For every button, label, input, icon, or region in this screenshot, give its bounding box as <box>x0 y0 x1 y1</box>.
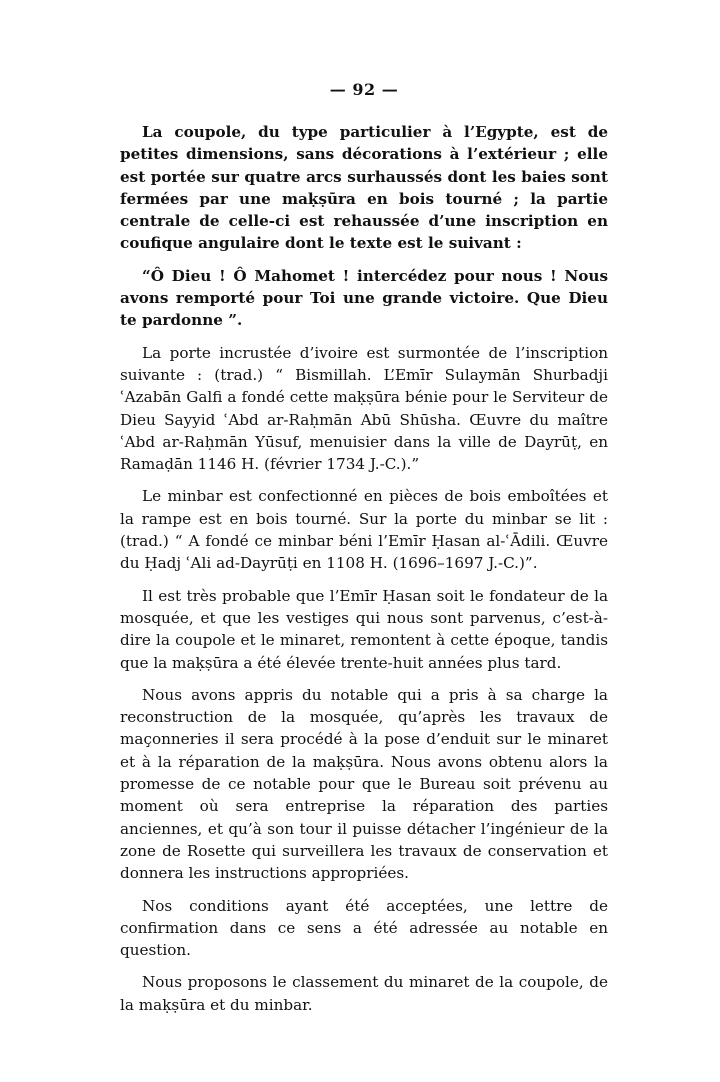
paragraph-fondateur: Il est très probable que l’Emīr Ḥasan soit le fondateur de la mosquée, et que les vestiges qui nous sont parvenus, c’est-à-dire la coupole et le minaret, remontent à cette époque, tandis que la maḳṣūra a été élevée trente-huit années plus tard. <box>120 586 608 672</box>
paragraph-porte: La porte incrustée d’ivoire est surmontée de l’inscription suivante : (trad.) “ Bismillah. L’Emīr Sulaymān Shurbadji ʿAzabān Galfi a fondé cette maḳṣūra bénie pour le Serviteur de Dieu Sayyid ʿAbd ar-Raḥmān Abū Shūsha. Œuvre du maître ʿAbd ar-Raḥmān Yūsuf, menuisier dans la ville de Dayrūṭ, en Ramaḍān 1146 H. (février 1734 J.-C.).” <box>120 343 608 474</box>
page-body <box>120 80 608 1026</box>
page-number: — 92 — <box>329 80 399 99</box>
paragraph-classement: Nous proposons le classement du minaret de la coupole, de la maḳṣūra et du minbar. <box>120 973 608 1014</box>
paragraph-conditions: Nos conditions ayant été acceptées, une lettre de confirmation dans ce sens a été adressée au notable en question. <box>120 896 608 960</box>
paragraph-inscription-quote: “Ô Dieu ! Ô Mahomet ! intercédez pour nous ! Nous avons remporté pour Toi une grande victoire. Que Dieu te pardonne ”. <box>120 266 608 330</box>
paragraph-coupole: La coupole, du type particulier à l’Egypte, est de petites dimensions, sans décorations à l’extérieur ; elle est portée sur quatre arcs surhaussés dont les baies sont fermées par une maḳṣūra en bois tourné ; la partie centrale de celle-ci est rehaussée d’une inscription en coufique angulaire dont le texte est le suivant : <box>120 123 608 253</box>
paragraph-reconstruction: Nous avons appris du notable qui a pris à sa charge la reconstruction de la mosquée, qu’après les travaux de maçonneries il sera procédé à la pose d’enduit sur le minaret et à la réparation de la maḳṣūra. Nous avons obtenu alors la promesse de ce notable pour que le Bureau soit prévenu au moment où sera entreprise la réparation des parties anciennes, et qu’à son tour il puisse détacher l’ingénieur de la zone de Rosette qui surveillera les travaux de conservation et donnera les instructions appropriées. <box>120 685 608 883</box>
paragraph-minbar: Le minbar est confectionné en pièces de bois emboîtées et la rampe est en bois tourné. Sur la porte du minbar se lit : (trad.) “ A fondé ce minbar béni l’Emīr Ḥasan al-ʿĀdili. Œuvre du Ḥadj ʿAli ad-Dayrūṭi en 1108 H. (1696–1697 J.-C.)”. <box>120 487 608 573</box>
